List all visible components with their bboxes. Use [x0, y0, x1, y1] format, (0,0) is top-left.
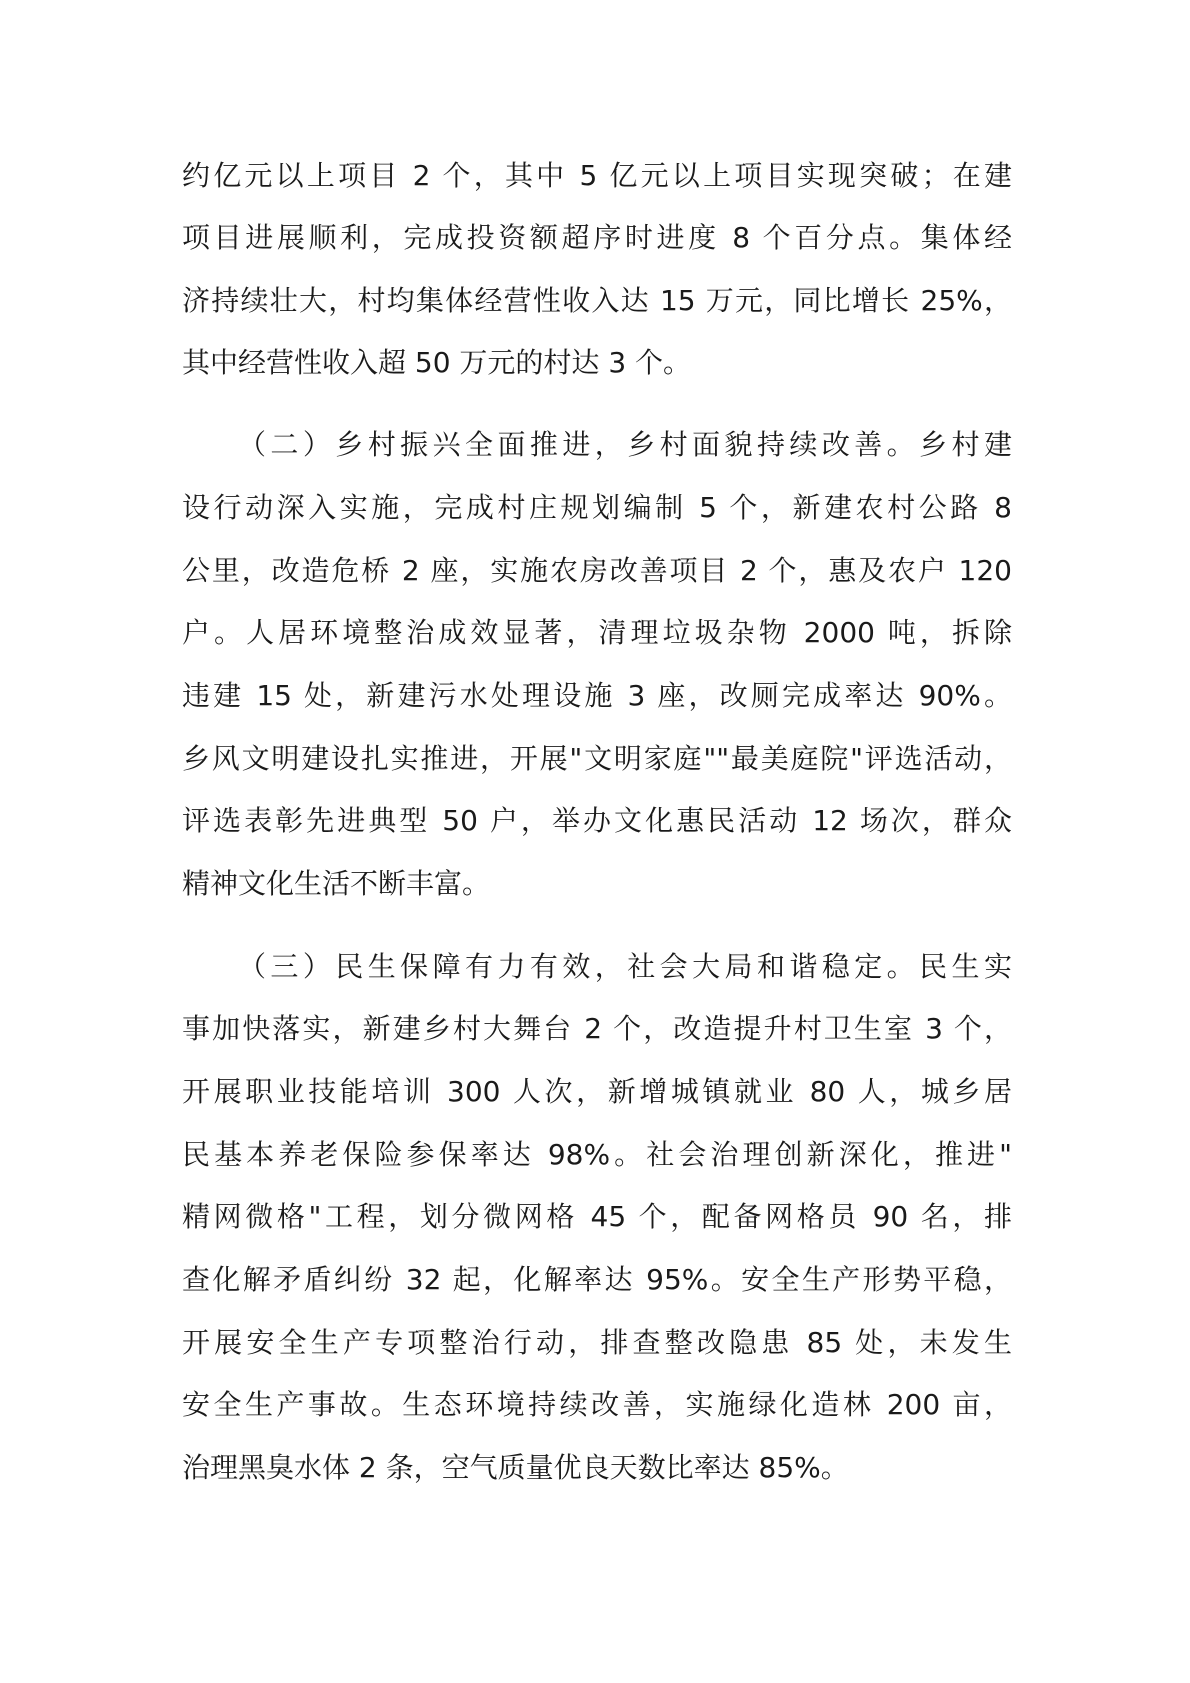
text-line: 设行动深入实施，完成村庄规划编制 5 个，新建农村公路 8: [182, 491, 1012, 524]
text-line: 公里，改造危桥 2 座，实施农房改善项目 2 个，惠及农户 120: [182, 554, 1012, 587]
section-heading-line: （二）乡村振兴全面推进，乡村面貌持续改善。乡村建: [238, 428, 1012, 461]
text-line: 乡风文明建设扎实推进，开展"文明家庭""最美庭院"评选活动，: [182, 742, 1012, 775]
text-line: 精神文化生活不断丰富。: [182, 867, 491, 900]
text-line: 约亿元以上项目 2 个，其中 5 亿元以上项目实现突破；在建: [182, 159, 1012, 192]
text-line: 户。人居环境整治成效显著，清理垃圾杂物 2000 吨，拆除: [182, 616, 1012, 649]
text-line: 治理黑臭水体 2 条，空气质量优良天数比率达 85%。: [182, 1451, 849, 1484]
text-line: 济持续壮大，村均集体经营性收入达 15 万元，同比增长 25%，: [182, 284, 1012, 317]
text-line: 精网微格"工程，划分微网格 45 个，配备网格员 90 名，排: [182, 1200, 1012, 1233]
text-line: 事加快落实，新建乡村大舞台 2 个，改造提升村卫生室 3 个，: [182, 1012, 1012, 1045]
text-line: 安全生产事故。生态环境持续改善，实施绿化造林 200 亩，: [182, 1388, 1012, 1421]
text-line: 其中经营性收入超 50 万元的村达 3 个。: [182, 346, 692, 379]
text-line: 评选表彰先进典型 50 户，举办文化惠民活动 12 场次，群众: [182, 804, 1012, 837]
text-line: 开展职业技能培训 300 人次，新增城镇就业 80 人，城乡居: [182, 1075, 1012, 1108]
text-line: 开展安全生产专项整治行动，排查整改隐患 85 处，未发生: [182, 1326, 1012, 1359]
text-line: 查化解矛盾纠纷 32 起，化解率达 95%。安全生产形势平稳，: [182, 1263, 1012, 1296]
text-line: 违建 15 处，新建污水处理设施 3 座，改厕完成率达 90%。: [182, 679, 1012, 712]
text-line: 民基本养老保险参保率达 98%。社会治理创新深化，推进": [182, 1138, 1012, 1171]
text-line: 项目进展顺利，完成投资额超序时进度 8 个百分点。集体经: [182, 221, 1012, 254]
section-heading-line: （三）民生保障有力有效，社会大局和谐稳定。民生实: [238, 950, 1012, 983]
